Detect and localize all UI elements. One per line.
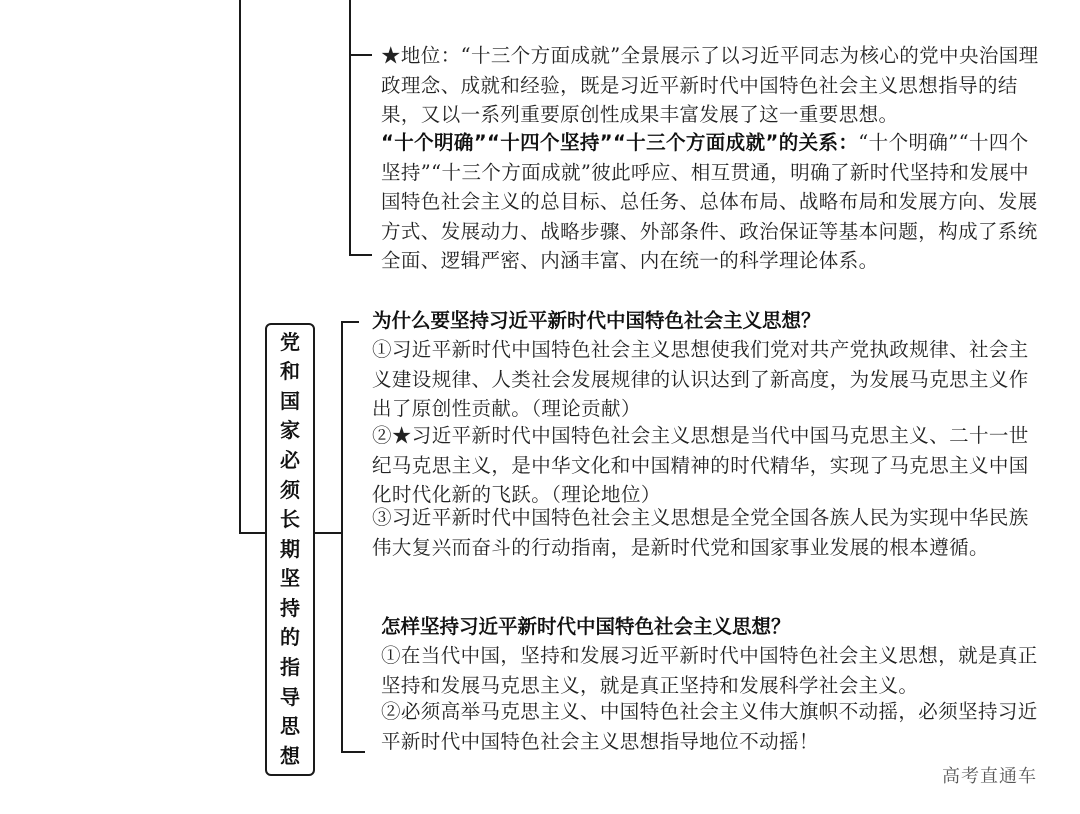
- how-heading: 怎样坚持习近平新时代中国特色社会主义思想？: [381, 615, 791, 638]
- main-node-char: 指: [280, 655, 300, 680]
- why-heading: 为什么要坚持习近平新时代中国特色社会主义思想？: [372, 309, 821, 332]
- main-node-char: 思: [280, 714, 300, 739]
- main-node-char: 坚: [280, 566, 300, 591]
- relation-text: “十个明确”“十四个坚持”“十三个方面成就”彼此呼应、相互贯通，明确了新时代坚持和发展中国特色社会主义的总目标、总任务、总体布局、战略布局和发展方向、发展方式、发展动力、战略步骤、外部条件、政治保证等基本问题，构成了系统全面、逻辑严密、内涵丰富、内在统一的科学理论体系。: [381, 131, 1038, 272]
- top-bracket-vertical: [349, 0, 351, 256]
- watermark: 高考直通车: [942, 766, 1037, 787]
- outer-bracket-vertical: [239, 0, 241, 534]
- main-node-char: 须: [280, 477, 300, 502]
- main-node-char: 党: [280, 329, 300, 354]
- how-item-1: ①在当代中国，坚持和发展习近平新时代中国特色社会主义思想，就是真正坚持和发展马克思主义，就是真正坚持和发展科学社会主义。: [381, 644, 1038, 697]
- top-bracket-bottom-hook: [349, 254, 372, 256]
- lower-bracket-top-tick: [341, 321, 359, 323]
- main-node-char: 和: [280, 359, 300, 384]
- relation-paragraph: [381, 128, 1041, 276]
- position-text: “十三个方面成就”全景展示了以习近平同志为核心的党中央治国理政理念、成就和经验，既是习近平新时代中国特色社会主义思想指导的结果，又以一系列重要原创性成果丰富发展了这一重要思想。: [381, 44, 1039, 126]
- relation-label: “十个明确”“十四个坚持”“十三个方面成就”的关系：: [381, 131, 859, 154]
- position-label: ★地位：: [381, 44, 461, 67]
- position-paragraph: [381, 41, 1041, 130]
- main-node-char: 持: [280, 595, 300, 620]
- main-node-char: 的: [280, 625, 300, 650]
- why-item-3: ③习近平新时代中国特色社会主义思想是全党全国各族人民为实现中华民族伟大复兴而奋斗的行动指南，是新时代党和国家事业发展的根本遵循。: [372, 506, 1029, 559]
- main-node-char: 想: [280, 743, 300, 768]
- outer-bracket-connector: [239, 532, 266, 534]
- lower-bracket-vertical: [341, 321, 343, 753]
- main-node-box: [265, 323, 315, 776]
- main-node-char: 期: [280, 536, 300, 561]
- box-to-bracket-connector: [315, 532, 342, 534]
- why-item-2: ②★习近平新时代中国特色社会主义思想是当代中国马克思主义、二十一世纪马克思主义，是中华文化和中国精神的时代精华，实现了马克思主义中国化时代化新的飞跃。（理论地位）: [372, 424, 1029, 506]
- lower-bracket-bottom-tick: [341, 751, 365, 753]
- how-item-2: ②必须高举马克思主义、中国特色社会主义伟大旗帜不动摇，必须坚持习近平新时代中国特色社会主义思想指导地位不动摇！: [381, 700, 1038, 753]
- main-node-char: 长: [280, 507, 300, 532]
- main-node-char: 必: [280, 447, 300, 472]
- why-item-1: ①习近平新时代中国特色社会主义思想使我们党对共产党执政规律、社会主义建设规律、人类社会发展规律的认识达到了新高度，为发展马克思主义作出了原创性贡献。（理论贡献）: [372, 338, 1029, 420]
- main-node-char: 导: [280, 684, 300, 709]
- top-bracket-tick-position: [349, 54, 372, 56]
- main-node-char: 国: [280, 388, 300, 413]
- main-node-char: 家: [280, 418, 300, 443]
